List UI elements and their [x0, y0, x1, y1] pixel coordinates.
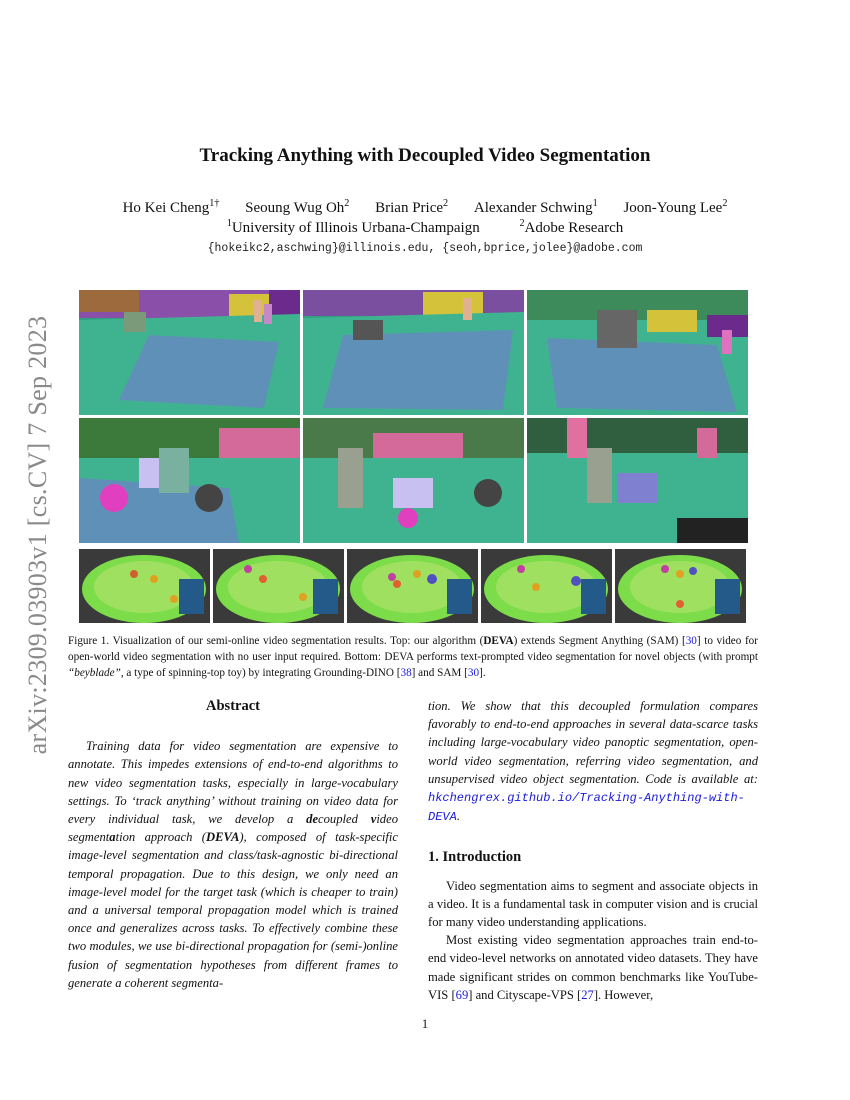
intro-paragraph: Video segmentation aims to segment and associate objects in a video. It is a fundamental task in computer vision and is crucial for many video understanding applications. — [428, 878, 758, 930]
affiliation: $^2$Adobe Research — [519, 218, 624, 236]
author: Brian Price$^2$ — [375, 198, 449, 216]
citation-link[interactable]: 30 — [467, 667, 480, 679]
intro-paragraph: Most existing video segmentation approaches train end-to-end video-level networks on annotated video datasets. They have made significant strides on common benchmarks like YouTube-VIS [69] and Cityscape-VPS [27]. However, — [428, 933, 758, 1002]
figure-frame — [615, 549, 746, 623]
author: Seoung Wug Oh$^2$ — [245, 198, 350, 216]
figure-frame — [527, 418, 748, 543]
figure-frame — [303, 418, 524, 543]
author: Ho Kei Cheng$^{1\dagger}$ — [122, 198, 220, 216]
figure-frame — [79, 418, 300, 543]
author: Alexander Schwing$^1$ — [473, 198, 598, 216]
figure-frame — [213, 549, 344, 623]
citation-link[interactable]: 27 — [581, 987, 594, 1002]
affiliation: $^1$University of Illinois Urbana-Champaign — [226, 218, 480, 236]
figure-caption: Figure 1. Visualization of our semi-online video segmentation results. Top: our algorithm (DEVA) extends Segment Anything (SAM) [30] to video for open-world video segmentation with no user input required. Bottom: DEVA performs text-prompted video segmentation for novel objects (with prompt “beyblade”, a type of spinning-top toy) by integrating Grounding-DINO [38] and SAM [30]. — [68, 635, 758, 679]
page-number: 1 — [421, 1017, 429, 1031]
citation-link[interactable]: 30 — [685, 635, 697, 647]
figure-frame — [481, 549, 612, 623]
author-list — [0, 200, 850, 217]
figure-frame — [527, 290, 748, 415]
arxiv-stamp: arXiv:2309.03903v1 [cs.CV] 7 Sep 2023 — [23, 315, 52, 755]
citation-link[interactable]: 38 — [400, 667, 412, 679]
abstract-heading: Abstract — [206, 698, 260, 714]
left-column — [68, 697, 398, 992]
figure-frame — [347, 549, 478, 623]
figure-frame — [79, 549, 210, 623]
abstract-continuation: tion. We show that this decoupled formulation compares favorably to end-to-end approaches in several data-scarce tasks including large-vocabulary video panoptic segmentation, open-world video segmentation, referring video segmentation, and unsupervised video object segmentation. Code is available at: hkchengrex.github.io/Tracking-Anything-with-DEVA. — [428, 699, 758, 825]
affiliation-list — [0, 220, 850, 237]
citation-link[interactable]: 69 — [455, 987, 469, 1002]
author: Joon-Young Lee$^2$ — [623, 198, 728, 216]
figure-frame — [303, 290, 524, 415]
section-heading-introduction: 1. Introduction — [428, 849, 522, 866]
code-url-link[interactable]: hkchengrex.github.io/Tracking-Anything-with-DEVA — [428, 791, 745, 825]
right-column — [428, 697, 758, 1004]
paper-title: Tracking Anything with Decoupled Video Segmentation — [199, 145, 651, 166]
figure-frame — [79, 290, 300, 415]
abstract-text: Training data for video segmentation are expensive to annotate. This impedes extensions of end-to-end algorithms to new video segmentation tasks, especially in large-vocabulary settings. To ‘track anything’ without training on video data for every individual task, we develop a decoupled video segmentation approach (DEVA), composed of task-specific image-level segmentation and class/task-agnostic bi-directional temporal propagation. Due to this design, we only need an image-level model for the target task (which is cheaper to train) and a universal temporal propagation model which is trained once and generalizes across tasks. To effectively combine these two modules, we use bi-directional propagation for (semi-)online fusion of segmentation hypotheses from different frames to generate a coherent segmenta- — [68, 739, 399, 990]
author-emails: {hokeikc2,aschwing}@illinois.edu, {seoh,bprice,jolee}@adobe.com — [207, 242, 643, 255]
